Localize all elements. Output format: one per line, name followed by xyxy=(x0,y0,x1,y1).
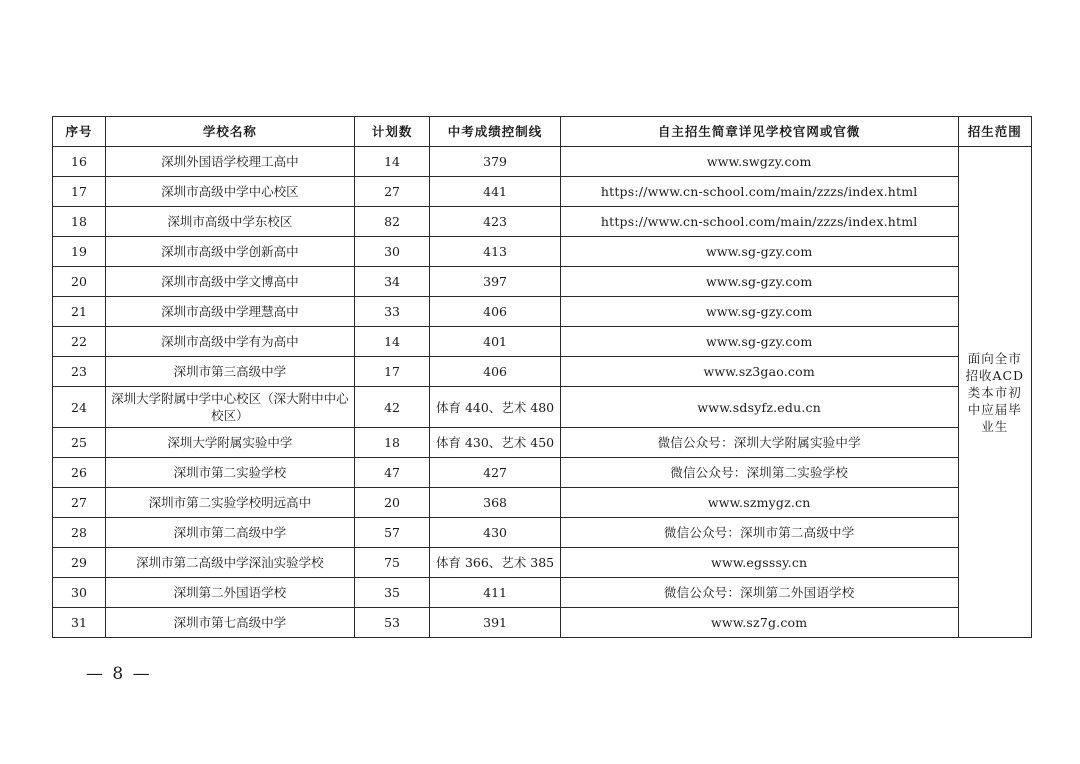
table-header-row xyxy=(53,117,1032,147)
cell-score: 368 xyxy=(430,488,561,518)
cell-no: 20 xyxy=(53,267,106,297)
cell-school: 深圳大学附属中学中心校区（深大附中中心校区） xyxy=(106,387,355,428)
cell-no: 28 xyxy=(53,518,106,548)
cell-school: 深圳外国语学校理工高中 xyxy=(106,147,355,177)
cell-info: www.sg-gzy.com xyxy=(560,327,958,357)
cell-score: 406 xyxy=(430,357,561,387)
cell-info: www.sg-gzy.com xyxy=(560,297,958,327)
cell-score: 423 xyxy=(430,207,561,237)
cell-plan: 18 xyxy=(354,428,429,458)
cell-score: 体育 430、艺术 450 xyxy=(430,428,561,458)
cell-no: 19 xyxy=(53,237,106,267)
cell-info: www.egsssy.cn xyxy=(560,548,958,578)
cell-plan: 30 xyxy=(354,237,429,267)
cell-info: https://www.cn-school.com/main/zzzs/index.html xyxy=(560,177,958,207)
cell-no: 29 xyxy=(53,548,106,578)
cell-score: 430 xyxy=(430,518,561,548)
page-number: — 8 — xyxy=(86,664,152,684)
cell-plan: 53 xyxy=(354,608,429,638)
cell-plan: 14 xyxy=(354,327,429,357)
table-row xyxy=(53,518,1032,548)
header-scope: 招生范围 xyxy=(958,117,1031,147)
cell-score: 406 xyxy=(430,297,561,327)
cell-info: 微信公众号：深圳大学附属实验中学 xyxy=(560,428,958,458)
header-plan: 计划数 xyxy=(354,117,429,147)
table-row xyxy=(53,327,1032,357)
cell-plan: 75 xyxy=(354,548,429,578)
cell-no: 26 xyxy=(53,458,106,488)
cell-no: 25 xyxy=(53,428,106,458)
cell-score: 397 xyxy=(430,267,561,297)
cell-score: 体育 440、艺术 480 xyxy=(430,387,561,428)
cell-school: 深圳市高级中学创新高中 xyxy=(106,237,355,267)
cell-no: 16 xyxy=(53,147,106,177)
cell-no: 17 xyxy=(53,177,106,207)
cell-no: 18 xyxy=(53,207,106,237)
cell-plan: 35 xyxy=(354,578,429,608)
cell-plan: 17 xyxy=(354,357,429,387)
cell-no: 31 xyxy=(53,608,106,638)
cell-plan: 42 xyxy=(354,387,429,428)
cell-info: 微信公众号：深圳第二外国语学校 xyxy=(560,578,958,608)
cell-plan: 14 xyxy=(354,147,429,177)
table-body xyxy=(53,147,1032,638)
cell-no: 23 xyxy=(53,357,106,387)
admissions-table xyxy=(52,116,1032,638)
header-no: 序号 xyxy=(53,117,106,147)
cell-no: 22 xyxy=(53,327,106,357)
cell-school: 深圳市第七高级中学 xyxy=(106,608,355,638)
table-row xyxy=(53,297,1032,327)
cell-info: 微信公众号：深圳市第二高级中学 xyxy=(560,518,958,548)
cell-plan: 57 xyxy=(354,518,429,548)
table-row xyxy=(53,267,1032,297)
cell-score: 411 xyxy=(430,578,561,608)
cell-school: 深圳市第二实验学校 xyxy=(106,458,355,488)
cell-info: www.sz3gao.com xyxy=(560,357,958,387)
cell-info: www.sz7g.com xyxy=(560,608,958,638)
cell-school: 深圳市第二实验学校明远高中 xyxy=(106,488,355,518)
cell-school: 深圳市第二高级中学 xyxy=(106,518,355,548)
cell-school: 深圳大学附属实验中学 xyxy=(106,428,355,458)
table-row xyxy=(53,177,1032,207)
cell-plan: 33 xyxy=(354,297,429,327)
cell-score: 391 xyxy=(430,608,561,638)
cell-score: 413 xyxy=(430,237,561,267)
cell-school: 深圳市高级中学理慧高中 xyxy=(106,297,355,327)
table-row xyxy=(53,578,1032,608)
cell-plan: 82 xyxy=(354,207,429,237)
cell-plan: 27 xyxy=(354,177,429,207)
cell-score: 427 xyxy=(430,458,561,488)
cell-info: www.sg-gzy.com xyxy=(560,267,958,297)
header-school: 学校名称 xyxy=(106,117,355,147)
cell-info: www.sdsyfz.edu.cn xyxy=(560,387,958,428)
cell-school: 深圳市第二高级中学深汕实验学校 xyxy=(106,548,355,578)
table-row xyxy=(53,458,1032,488)
table-row xyxy=(53,207,1032,237)
cell-score: 体育 366、艺术 385 xyxy=(430,548,561,578)
cell-score: 441 xyxy=(430,177,561,207)
cell-info: www.sg-gzy.com xyxy=(560,237,958,267)
cell-info: www.szmygz.cn xyxy=(560,488,958,518)
table-row xyxy=(53,147,1032,177)
cell-score: 401 xyxy=(430,327,561,357)
table-row xyxy=(53,608,1032,638)
table-row xyxy=(53,548,1032,578)
header-info: 自主招生简章详见学校官网或官微 xyxy=(560,117,958,147)
table-row xyxy=(53,428,1032,458)
table-row xyxy=(53,357,1032,387)
header-score: 中考成绩控制线 xyxy=(430,117,561,147)
cell-school: 深圳市高级中学中心校区 xyxy=(106,177,355,207)
cell-info: www.swgzy.com xyxy=(560,147,958,177)
cell-info: 微信公众号：深圳第二实验学校 xyxy=(560,458,958,488)
cell-info: https://www.cn-school.com/main/zzzs/index.html xyxy=(560,207,958,237)
cell-school: 深圳第二外国语学校 xyxy=(106,578,355,608)
cell-school: 深圳市高级中学有为高中 xyxy=(106,327,355,357)
cell-scope: 面向全市招收ACD类本市初中应届毕业生 xyxy=(958,147,1031,638)
table-row xyxy=(53,488,1032,518)
cell-no: 24 xyxy=(53,387,106,428)
cell-school: 深圳市高级中学文博高中 xyxy=(106,267,355,297)
table-row xyxy=(53,237,1032,267)
cell-school: 深圳市高级中学东校区 xyxy=(106,207,355,237)
cell-no: 30 xyxy=(53,578,106,608)
table-row xyxy=(53,387,1032,428)
cell-no: 21 xyxy=(53,297,106,327)
cell-plan: 34 xyxy=(354,267,429,297)
cell-score: 379 xyxy=(430,147,561,177)
cell-plan: 47 xyxy=(354,458,429,488)
cell-plan: 20 xyxy=(354,488,429,518)
cell-no: 27 xyxy=(53,488,106,518)
cell-school: 深圳市第三高级中学 xyxy=(106,357,355,387)
